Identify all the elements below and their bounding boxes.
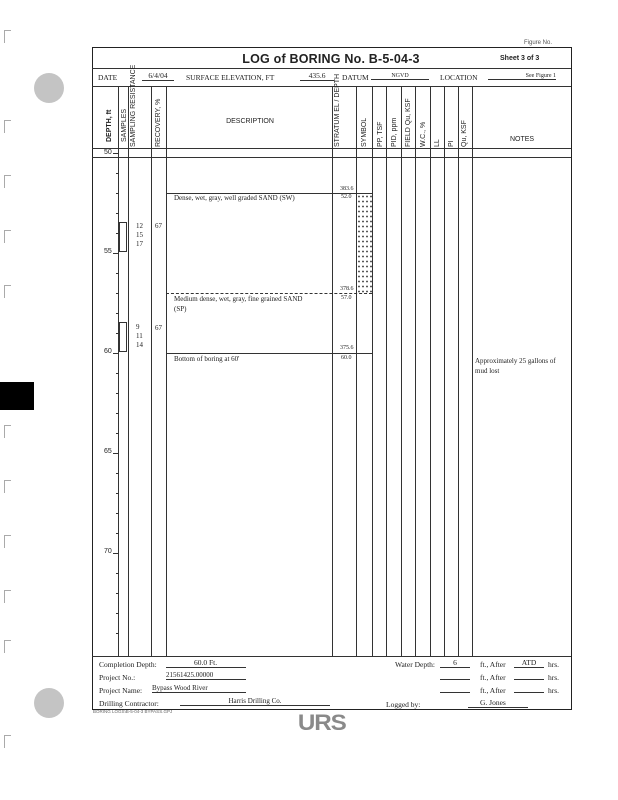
col-rule (458, 86, 459, 656)
stratum-bottom-elevation: 378.6 (340, 286, 354, 292)
hrs-label: hrs. (548, 660, 560, 669)
depth-minor-tick (116, 193, 119, 194)
blow-count: 14 (136, 341, 143, 349)
depth-minor-tick (116, 613, 119, 614)
col-rule (118, 86, 119, 656)
depth-minor-tick (116, 433, 119, 434)
depth-tick-label: 50 (104, 149, 112, 156)
col-rule (386, 86, 387, 656)
col-pi: PI (448, 140, 455, 147)
logged-by-value: G. Jones (468, 698, 528, 708)
blow-count: 15 (136, 231, 143, 239)
col-rule (430, 86, 431, 656)
depth-tick-label: 65 (104, 448, 112, 455)
blank-line (440, 692, 470, 693)
date-label: DATE (98, 73, 118, 82)
col-qu: Qu, KSF (461, 120, 468, 147)
blow-count: 17 (136, 240, 143, 248)
col-notes: NOTES (509, 136, 535, 143)
datum-value: NGVD (371, 73, 429, 80)
file-reference: BORING LOGS\B-5-04-3 BYPASS.GPJ (93, 709, 173, 714)
depth-minor-tick (116, 473, 119, 474)
blank-line (514, 679, 544, 680)
col-rule (166, 86, 167, 656)
sand-symbol-pattern (357, 194, 372, 293)
stratum-description: Dense, wet, gray, well graded SAND (SW) (174, 194, 295, 202)
margin-tick (4, 590, 11, 603)
col-pp: PP, TSF (377, 121, 384, 147)
depth-minor-tick (116, 293, 119, 294)
depth-tick (113, 353, 119, 354)
blow-count: 11 (136, 332, 143, 340)
figure-no: Figure No. (524, 40, 553, 46)
recovery-value: 67 (155, 324, 162, 332)
logged-by-label: Logged by: (386, 700, 421, 709)
col-field-qu: FIELD Qu, KSF (405, 98, 412, 147)
margin-tick (4, 285, 11, 298)
stratum-top-depth: 57.0 (341, 295, 352, 301)
date-value: 6/4/04 (142, 71, 174, 81)
depth-minor-tick (116, 273, 119, 274)
depth-tick (113, 453, 119, 454)
ft-after-label: ft., After (480, 686, 506, 695)
depth-minor-tick (116, 633, 119, 634)
col-recovery: RECOVERY, % (155, 98, 162, 147)
elevation-label: SURFACE ELEVATION, FT (186, 73, 275, 82)
margin-tick (4, 640, 11, 653)
col-description: DESCRIPTION (226, 118, 274, 125)
ft-after-label: ft., After (480, 673, 506, 682)
col-rule (332, 86, 333, 656)
col-rule (415, 86, 416, 656)
col-rule (128, 86, 129, 656)
depth-minor-tick (116, 373, 119, 374)
depth-minor-tick (116, 493, 119, 494)
stratum-top-depth: 60.0 (341, 355, 352, 361)
note-text: Approximately 25 gallons of mud lost (475, 357, 556, 375)
rule (92, 68, 571, 69)
project-name-value: Bypass Wood River (152, 684, 246, 693)
stratum-boundary (166, 353, 372, 354)
urs-logo: URS (297, 710, 346, 735)
hrs-label: hrs. (548, 686, 560, 695)
stratum-description: Medium dense, wet, gray, fine grained SAND (SP) (174, 295, 303, 313)
sheet-number: Sheet 3 of 3 (500, 55, 540, 62)
water-depth-value: 6 (440, 658, 470, 668)
project-no-value: 21561425.00000 (166, 671, 246, 680)
margin-tick (4, 425, 11, 438)
depth-minor-tick (116, 413, 119, 414)
col-ll: LL (434, 139, 441, 147)
location-value: See Figure 1 (488, 73, 556, 80)
atd-value: ATD (514, 658, 544, 668)
col-depth: DEPTH, ft (106, 109, 113, 142)
depth-minor-tick (116, 573, 119, 574)
project-name-label: Project Name: (99, 686, 143, 695)
margin-tick (4, 30, 11, 43)
depth-minor-tick (116, 513, 119, 514)
depth-minor-tick (116, 313, 119, 314)
col-rule (472, 86, 473, 656)
depth-tick-label: 60 (104, 348, 112, 355)
col-pid: PID, ppm (391, 117, 398, 147)
sample-interval (119, 222, 127, 252)
col-rule (401, 86, 402, 656)
recovery-value: 67 (155, 222, 162, 230)
col-rule (151, 86, 152, 656)
stratum-top-elevation: 383.6 (340, 186, 354, 192)
completion-depth-value: 60.0 Ft. (166, 658, 246, 668)
elevation-value: 435.6 (300, 71, 334, 81)
col-rule (356, 86, 357, 656)
depth-minor-tick (116, 213, 119, 214)
sample-interval (119, 322, 127, 352)
location-label: LOCATION (440, 73, 478, 82)
depth-tick-label: 70 (104, 548, 112, 555)
stratum-bottom-elevation: 375.6 (340, 345, 354, 351)
water-depth-label: Water Depth: (395, 660, 436, 669)
punch-hole (34, 73, 64, 103)
tab-marker (0, 382, 34, 410)
blow-count: 9 (136, 323, 140, 331)
blow-counts (136, 222, 143, 249)
datum-label: DATUM (342, 73, 369, 82)
ft-after-label: ft., After (480, 660, 506, 669)
margin-tick (4, 480, 11, 493)
project-no-label: Project No.: (99, 673, 136, 682)
col-rule (372, 86, 373, 656)
hrs-label: hrs. (548, 673, 560, 682)
margin-tick (4, 230, 11, 243)
depth-minor-tick (116, 393, 119, 394)
punch-hole (34, 688, 64, 718)
col-rule (444, 86, 445, 656)
blank-line (514, 692, 544, 693)
depth-minor-tick (116, 593, 119, 594)
col-symbol: SYMBOL (361, 117, 368, 147)
depth-minor-tick (116, 173, 119, 174)
stratum-description: Bottom of boring at 60' (174, 355, 240, 363)
rule (92, 656, 571, 657)
stratum-top-depth: 52.0 (341, 194, 352, 200)
col-sampling-resistance: SAMPLING RESISTANCE (130, 64, 137, 147)
blow-counts (136, 323, 143, 350)
margin-tick (4, 175, 11, 188)
margin-tick (4, 535, 11, 548)
completion-depth-label: Completion Depth: (99, 660, 157, 669)
col-stratum: STRATUM EL / DEPTH (334, 73, 341, 147)
page-title: LOG of BORING No. B-5-04-3 (242, 52, 420, 66)
blow-count: 12 (136, 222, 143, 230)
depth-tick-label: 55 (104, 248, 112, 255)
depth-tick (113, 253, 119, 254)
contractor-value: Harris Drilling Co. (180, 697, 330, 706)
depth-tick (113, 153, 119, 154)
depth-tick (113, 553, 119, 554)
contractor-label: Drilling Contractor: (99, 699, 159, 708)
col-wc: W.C., % (420, 121, 427, 147)
margin-tick (4, 120, 11, 133)
blank-line (440, 679, 470, 680)
depth-minor-tick (116, 533, 119, 534)
margin-tick (4, 735, 11, 748)
col-samples: SAMPLES (121, 108, 128, 142)
